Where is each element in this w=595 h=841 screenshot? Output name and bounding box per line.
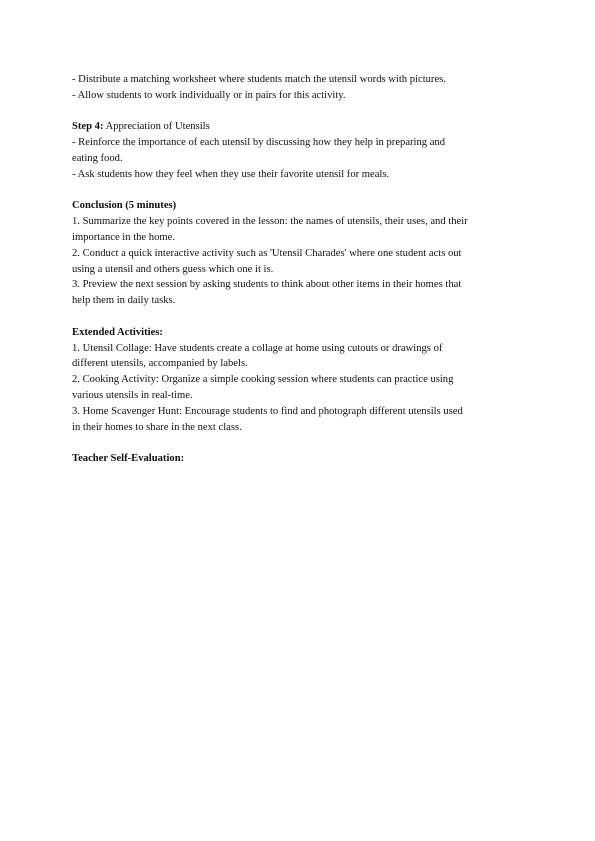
step4-label: Step 4: xyxy=(72,121,104,133)
extended-activities-section xyxy=(72,325,527,436)
extended-line: in their homes to share in the next class. xyxy=(72,421,242,433)
extended-line: 3. Home Scavenger Hunt: Encourage students to find and photograph different utensils used xyxy=(72,405,463,417)
conclusion-line: 2. Conduct a quick interactive activity such as 'Utensil Charades' where one student acts out xyxy=(72,247,462,259)
conclusion-line: 1. Summarize the key points covered in the lesson: the names of utensils, their uses, and their xyxy=(72,216,468,228)
document-body xyxy=(72,72,527,467)
step4-heading xyxy=(72,119,527,135)
conclusion-line: 3. Preview the next session by asking students to think about other items in their homes that xyxy=(72,279,462,291)
self-evaluation-heading: Teacher Self-Evaluation: xyxy=(72,453,185,465)
conclusion-line: using a utensil and others guess which one it is. xyxy=(72,263,274,275)
step4-line: - Ask students how they feel when they use their favorite utensil for meals. xyxy=(72,168,390,180)
step4-line: - Reinforce the importance of each utensil by discussing how they help in preparing and xyxy=(72,137,446,149)
extended-line: different utensils, accompanied by labels. xyxy=(72,358,248,370)
self-evaluation-section xyxy=(72,451,527,467)
extended-activities-heading: Extended Activities: xyxy=(72,326,163,338)
intro-line: - Allow students to work individually or in pairs for this activity. xyxy=(72,89,346,101)
step4-section xyxy=(72,119,527,182)
intro-section xyxy=(72,72,527,104)
conclusion-line: importance in the home. xyxy=(72,231,175,243)
extended-line: 2. Cooking Activity: Organize a simple cooking session where students can practice using xyxy=(72,374,454,386)
step4-title: Appreciation of Utensils xyxy=(103,121,210,133)
extended-line: 1. Utensil Collage: Have students create a collage at home using cutouts or drawings of xyxy=(72,342,443,354)
intro-line: - Distribute a matching worksheet where students match the utensil words with pictures. xyxy=(72,74,446,85)
conclusion-section xyxy=(72,198,527,309)
extended-line: various utensils in real-time. xyxy=(72,389,193,401)
conclusion-line: help them in daily tasks. xyxy=(72,295,176,307)
step4-line: eating food. xyxy=(72,152,123,164)
conclusion-heading: Conclusion (5 minutes) xyxy=(72,200,177,212)
